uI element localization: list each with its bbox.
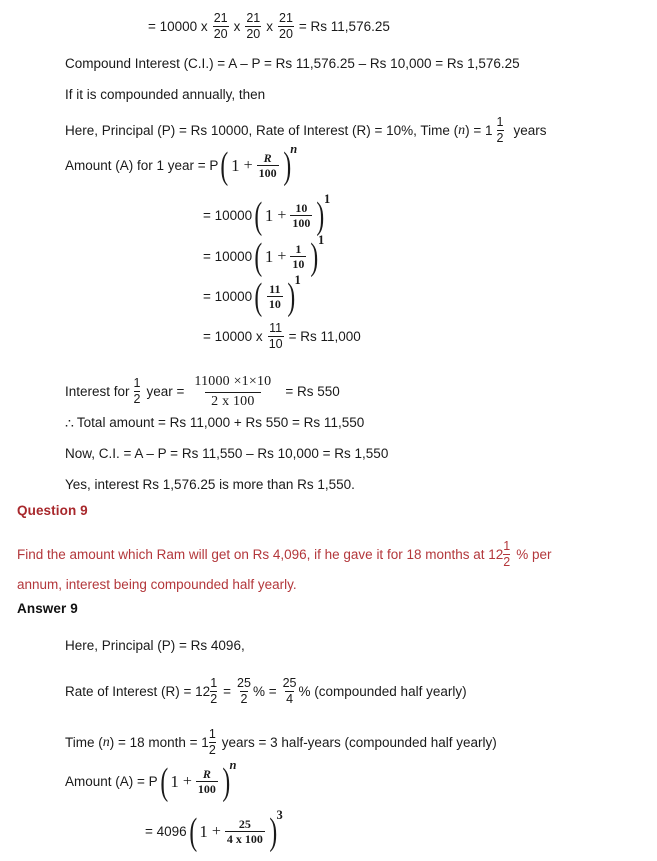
variable-n: n [102,734,110,750]
given-prefix: Here, Principal (P) = Rs 10000, Rate of Interest (R) = 10%, Time ( [65,122,459,138]
paren-group-1-over-10: ( 1 + $\frac{1}{10}$ ) 1 [254,233,325,278]
fraction-10-over-100: $\frac{10}{100}$ [292,201,311,230]
equation-line-1 [148,12,390,41]
fraction-1-over-10: $\frac{1}{10}$ [292,242,305,271]
compounded-annually-text: If it is compounded annually, then [65,87,266,102]
given-mid: ) = 1 [465,122,493,138]
compounded-annually-note [65,88,265,102]
fraction-21-over-20-c: $\frac{21}{20}$ [279,10,293,41]
answer-amount-substituted [145,808,286,853]
time-mid: ) = 18 month = 1 [109,734,209,750]
fraction-r-over-100: $\frac{R}{100}$ [258,151,277,180]
rate-prefix: Rate of Interest (R) = 12 [65,683,211,699]
paren-group-25-over-400: ( 1 + $\frac{25}{4 x 100}$ ) 3 [189,808,283,853]
eq5-prefix: = 10000 x [203,328,263,344]
exponent-3: 3 [276,808,283,822]
interest-result: = Rs 550 [285,384,340,400]
plus-sign: + [277,247,287,265]
time-prefix: Time ( [65,734,103,750]
conclusion-line [65,478,355,492]
eq1-times-1: x [233,18,241,34]
fraction-r-over-100-a: $\frac{R}{100}$ [197,767,216,796]
rate-percent-1: % = [252,683,277,699]
answer-rate-line [65,677,467,706]
paren-group-10-over-100: ( 1 + $\frac{10}{100}$ ) 1 [254,192,331,237]
plus-sign: + [182,772,192,790]
equation-line-5 [203,322,361,351]
eq1-times-2: x [266,18,273,34]
amount-formula-line [65,142,300,187]
compound-interest-text: Compound Interest (C.I.) = A – P = Rs 11,576.25 – Rs 10,000 = Rs 1,576.25 [65,56,520,71]
term-one: 1 [264,247,274,266]
term-one: 1 [231,156,240,175]
interest-mid: year = [146,384,185,400]
time-suffix: years = 3 half-years (compounded half yearly) [221,734,497,750]
total-amount-text: Total amount = Rs 11,000 + Rs 550 = Rs 11,550 [76,415,365,431]
eq5-result: = Rs 11,000 [288,328,361,344]
paren-group-11-over-10: ( $\frac{11}{10}$ ) 1 [254,273,301,318]
question-heading [17,504,88,518]
variable-n: n [458,122,466,138]
therefore-icon: ∴ [65,415,74,431]
eq1-prefix: = 10000 x [148,18,208,34]
plus-sign: + [243,156,253,174]
interest-for-label: Interest for [65,384,130,400]
term-one: 1 [264,206,274,225]
fraction-11-over-10: $\frac{11}{10}$ [268,282,281,311]
eq1-result: = Rs 11,576.25 [298,18,390,34]
term-one: 1 [170,772,179,791]
question-text-part-1: Find the amount which Ram will get on Rs 4,096, if he gave it for 18 months at 12 [17,546,504,562]
answer-heading [17,602,78,616]
question-heading-label: Question 9 [17,503,88,518]
fraction-1-over-2-time-a: $\frac{1}{2}$ [208,726,216,757]
now-ci-text: Now, C.I. = A – P = Rs 11,550 – Rs 10,000 = Rs 1,550 [65,446,389,461]
rate-equals-1: = [223,683,232,699]
fraction-1-over-2-interest: $\frac{1}{2}$ [133,376,141,407]
now-ci-line [65,447,388,461]
compound-interest-line [65,57,520,71]
question-body-line-1 [17,540,552,569]
answer-time-line [65,728,497,757]
fraction-1-over-2-time: $\frac{1}{2}$ [496,114,504,145]
exponent-1: 1 [294,273,301,287]
fraction-25-over-4: $\frac{25}{4}$ [282,675,297,706]
eq4-prefix: = 10000 [203,288,253,304]
fraction-21-over-20-b: $\frac{21}{20}$ [246,10,261,41]
paren-group-r-over-100: ( 1 + $\frac{R}{100}$ ) n [220,142,298,187]
fraction-1-over-2-rate: $\frac{1}{2}$ [503,538,511,569]
equation-line-3 [203,233,327,278]
eq2-prefix: = 10000 [203,207,253,223]
exponent-1: 1 [318,233,325,247]
rate-percent-2: % (compounded half yearly) [298,683,467,699]
fraction-11-over-10-plain: $\frac{11}{10}$ [268,320,283,351]
half-year-interest-line [65,375,340,409]
question-text-part-2: % per [516,546,552,562]
question-body-line-2 [17,578,297,592]
amount-formula-prefix: Amount (A) for 1 year = P [65,157,219,173]
equation-line-4 [203,273,304,318]
equation-line-2 [203,192,333,237]
conclusion-text: Yes, interest Rs 1,576.25 is more than Rs 1,550. [65,477,355,492]
paren-group-r-over-100-a: ( 1 + $\frac{R}{100}$ ) n [160,758,237,803]
exponent-n: n [229,758,237,772]
answer-heading-label: Answer 9 [17,601,78,616]
fraction-25-over-4x100: $\frac{25}{4 x 100}$ [226,817,263,846]
fraction-21-over-20-a: $\frac{21}{20}$ [213,10,228,41]
plus-sign: + [277,206,287,224]
exponent-1: 1 [324,192,331,206]
fraction-25-over-2: $\frac{25}{2}$ [237,675,251,706]
eq3-prefix: = 10000 [203,248,253,264]
term-one: 1 [199,822,208,841]
answer-amount-formula [65,758,239,803]
given-values-line [65,116,547,145]
plus-sign: + [211,822,221,840]
answer-given-principal [65,639,245,653]
question-text-line-2: annum, interest being compounded half yearly. [17,577,297,592]
total-amount-line [65,416,364,430]
principal-text: Here, Principal (P) = Rs 4096, [65,638,245,653]
eq6-prefix: = 4096 [145,823,187,839]
fraction-simple-interest: $\frac{11000 \times 1\times 10}{2 x 100}$ [194,374,272,409]
amount-prefix: Amount (A) = P [65,773,158,789]
given-suffix: years [513,122,547,138]
fraction-1-over-2-rate-a: $\frac{1}{2}$ [210,675,218,706]
exponent-n: n [290,142,298,156]
